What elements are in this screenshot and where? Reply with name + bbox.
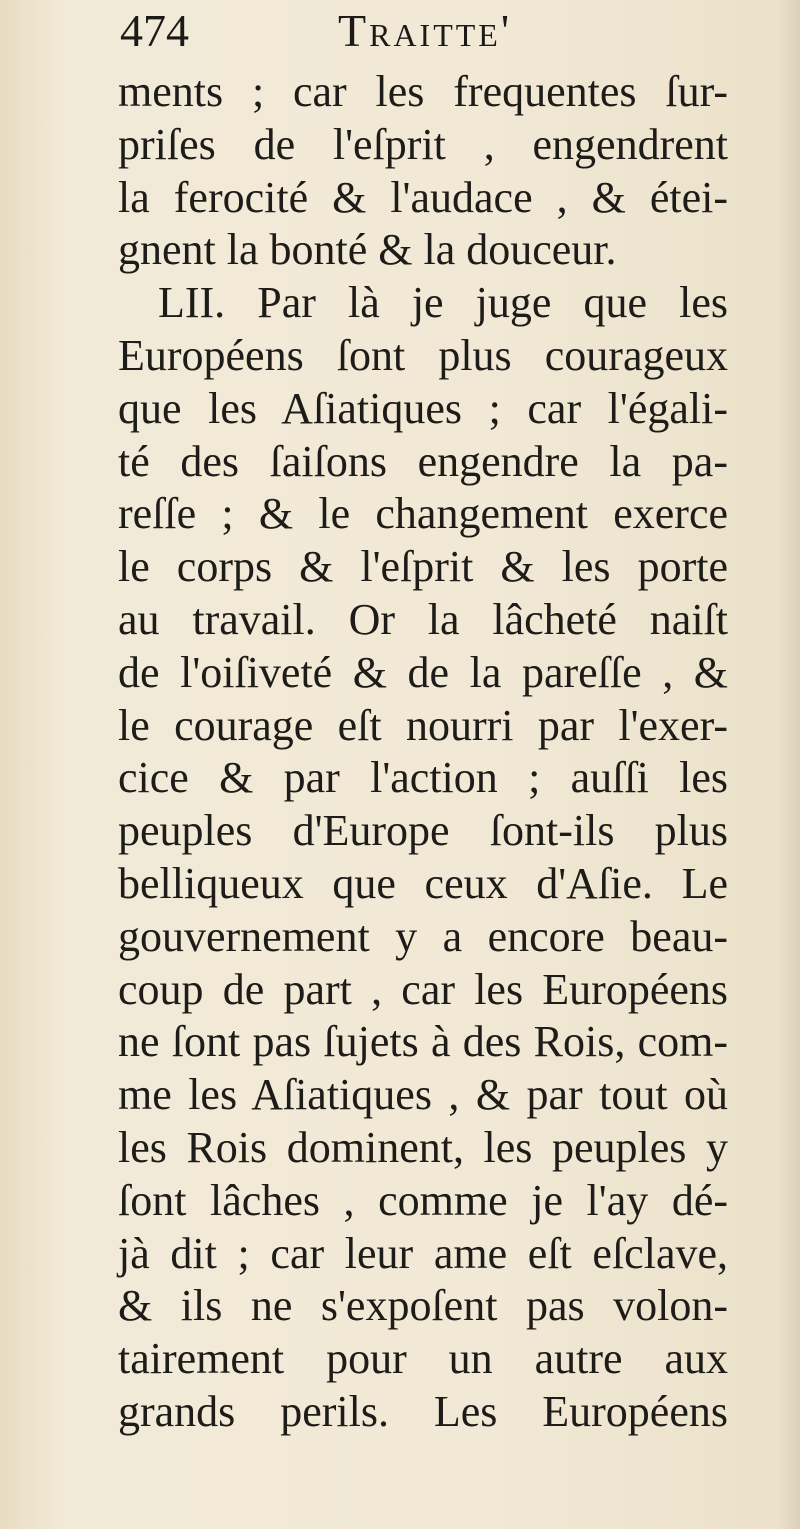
text-line: cice & par l'action ; auſſi les	[118, 753, 728, 803]
text-line: que les Aſiatiques ; car l'égali-	[118, 383, 728, 433]
text-line: peuples d'Europe ſont-ils plus	[118, 806, 728, 856]
page-number: 474	[120, 5, 189, 56]
text-line: me les Aſiatiques , & par tout où	[118, 1070, 728, 1120]
text-line: grands perils. Les Européens	[118, 1386, 728, 1436]
running-head: Traitte'	[338, 5, 513, 56]
text-line: ſont lâches , comme je l'ay dé-	[118, 1175, 728, 1225]
text-line: le corps & l'eſprit & les porte	[118, 542, 728, 592]
text-line: té des ſaiſons engendre la pa-	[118, 436, 728, 486]
text-line: LII. Par là je juge que les	[158, 278, 728, 328]
text-line: ments ; car les frequentes ſur-	[118, 67, 728, 116]
body-text	[118, 66, 728, 1439]
text-line: jà dit ; car leur ame eſt eſclave,	[118, 1228, 728, 1278]
text-line: coup de part , car les Européens	[118, 964, 728, 1014]
text-line: gouvernement y a encore beau-	[118, 911, 728, 961]
text-line: au travail. Or la lâcheté naiſt	[118, 594, 728, 644]
text-line: belliqueux que ceux d'Aſie. Le	[118, 858, 728, 908]
text-line: tairement pour un autre aux	[118, 1334, 728, 1384]
text-line: de l'oiſiveté & de la pareſſe , &	[118, 647, 728, 697]
text-line: gnent la bonté & la douceur.	[118, 225, 617, 275]
text-line: Européens ſont plus courageux	[118, 330, 728, 380]
text-line: ne ſont pas ſujets à des Rois, com-	[118, 1017, 728, 1067]
text-line: le courage eſt nourri par l'exer-	[118, 700, 728, 750]
text-line: reſſe ; & le changement exerce	[118, 489, 728, 539]
text-line: les Rois dominent, les peuples y	[118, 1122, 728, 1172]
page-edge-shadow	[778, 0, 800, 1529]
text-line: priſes de l'eſprit , engendrent	[118, 119, 728, 169]
text-line: la ferocité & l'audace , & étei-	[118, 172, 728, 222]
text-line: & ils ne s'expoſent pas volon-	[118, 1281, 728, 1331]
